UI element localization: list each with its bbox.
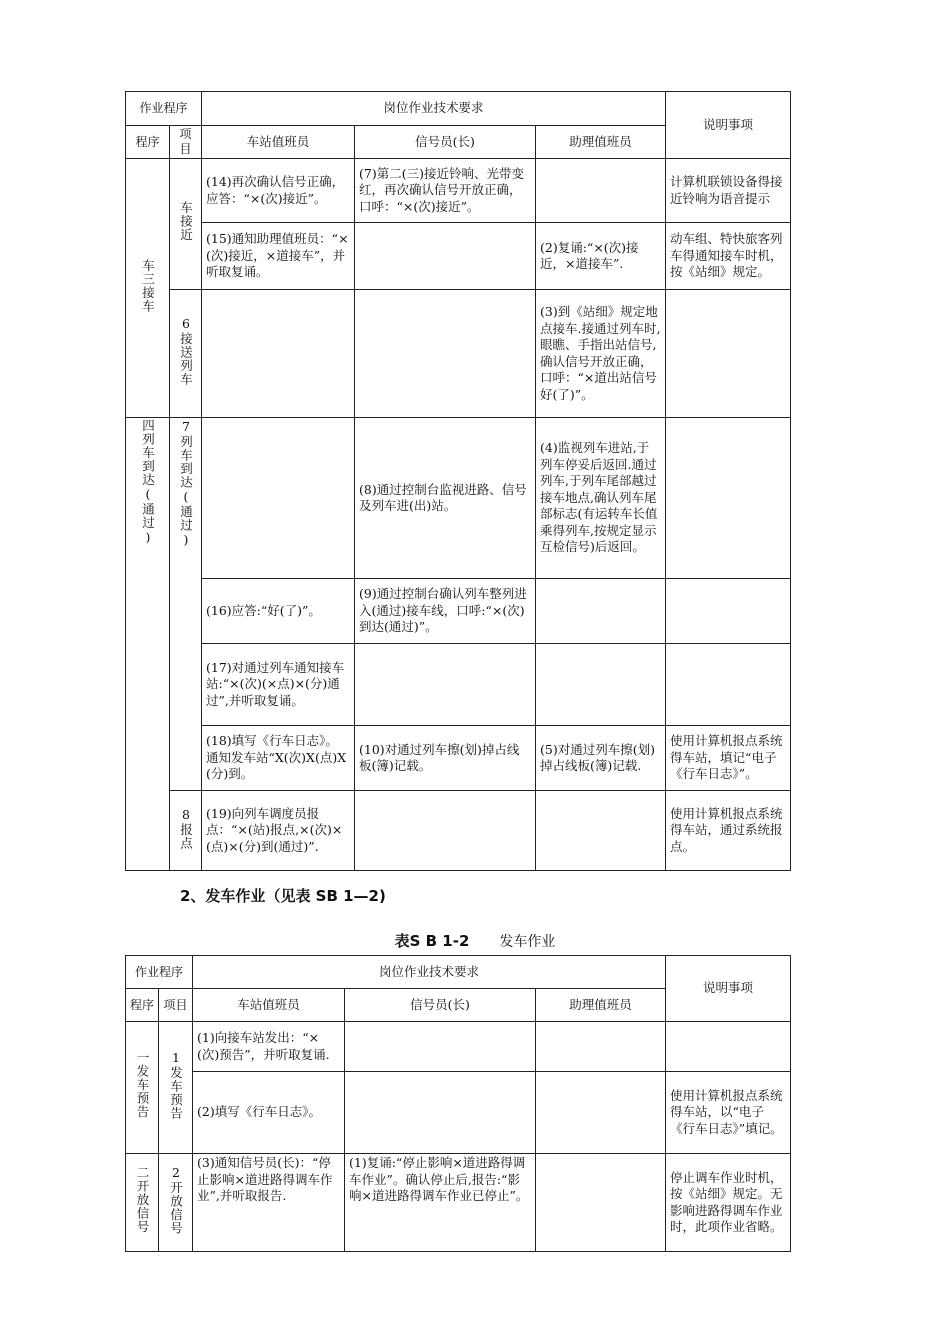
cell-r8-assistant	[536, 791, 666, 871]
cell-r6-signalman	[355, 644, 536, 726]
cell-r5-signalman: (9)通过控制台确认列车整列进入(通过)接车线，口呼:“×(次)到达(通过)”。	[355, 579, 536, 644]
cell-r2-duty-officer: (15)通知助理值班员：“×(次)接近，×道接车”，并听取复诵。	[202, 223, 355, 290]
table-number: 表S B 1-2	[394, 932, 470, 950]
cell-r3-signalman	[355, 290, 536, 418]
cell-r7-signalman: (10)对通过列车擦(划)掉占线板(簿)记载。	[355, 726, 536, 791]
header-requirements: 岗位作业技术要求	[202, 92, 666, 126]
cell-r3-notes	[666, 290, 791, 418]
cell-r8-signalman	[355, 791, 536, 871]
cell-r3-signalman: (1)复诵:“停止影响×道进路得调车作业”。确认停止后,报告:“影响×道进路得调车作业已停止”。	[345, 1154, 536, 1252]
cell-r2-duty-officer: (2)填写《行车日志》。	[193, 1072, 345, 1154]
header-signalman: 信号员(长)	[345, 989, 536, 1022]
item-8-report-time: 8报点	[170, 791, 202, 871]
item-7-train-arrival: 7列车到达(通过)	[170, 418, 202, 791]
step-3-receive-train: 车三接车	[126, 159, 170, 418]
cell-r1-notes: 计算机联锁设备得接近铃响为语音提示	[666, 159, 791, 223]
cell-r4-notes	[666, 418, 791, 579]
section-title: 2、发车作业（见表 SB 1—2)	[180, 887, 386, 905]
header-signalman: 信号员(长)	[355, 126, 536, 159]
cell-r2-notes: 动车组、特快旅客列车得通知接车时机，按《站细》规定。	[666, 223, 791, 290]
cell-r4-signalman: (8)通过控制台监视进路、信号及列车进(出)站。	[355, 418, 536, 579]
header-requirements: 岗位作业技术要求	[193, 956, 666, 989]
header-procedure: 作业程序	[126, 92, 202, 126]
cell-r1-assistant	[536, 1022, 666, 1072]
cell-r5-notes	[666, 579, 791, 644]
header-procedure: 作业程序	[126, 956, 193, 989]
item-6-receive-send-train: 6接送列车	[170, 290, 202, 418]
header-station-duty-officer: 车站值班员	[193, 989, 345, 1022]
cell-r3-notes: 停止调车作业时机，按《站细》规定。无影响进路得调车作业时，此项作业省略。	[666, 1154, 791, 1252]
cell-r3-duty-officer: (3)通知信号员(长)：“停止影响×道进路得调车作业”,并听取报告.	[193, 1154, 345, 1252]
item-2-open-signal: 2开放信号	[159, 1154, 193, 1252]
cell-r8-duty-officer: (19)向列车调度员报点：“×(站)报点,×(次)×(点)×(分)到(通过)”.	[202, 791, 355, 871]
table-name: 发车作业	[499, 934, 556, 950]
step-1-departure-notice: 一发车预告	[126, 1022, 159, 1154]
header-step: 程序	[126, 126, 170, 159]
cell-r1-signalman	[345, 1022, 536, 1072]
departure-operations-table	[125, 955, 791, 1252]
item-1-departure-notice: 1发车预告	[159, 1022, 193, 1154]
header-notes: 说明事项	[666, 956, 791, 1022]
item-train-approach: 车接近	[170, 159, 202, 290]
cell-r3-duty-officer	[202, 290, 355, 418]
header-station-duty-officer: 车站值班员	[202, 126, 355, 159]
cell-r2-notes: 使用计算机报点系统得车站，以“电子《行车日志》”填记。	[666, 1072, 791, 1154]
cell-r3-assistant: (3)到《站细》规定地点接车.接通过列车时,眼瞧、手指出站信号,确认信号开放正确，口呼：“×道出站信号好(了)”。	[536, 290, 666, 418]
cell-r1-signalman: (7)第二(三)接近铃响、光带变红，再次确认信号开放正确，口呼：“×(次)接近”。	[355, 159, 536, 223]
cell-r2-signalman	[355, 223, 536, 290]
cell-r5-duty-officer: (16)应答:“好(了)”。	[202, 579, 355, 644]
cell-r2-assistant	[536, 1072, 666, 1154]
cell-r6-duty-officer: (17)对通过列车通知接车站:“×(次)(×点)×(分)通过”,并听取复诵。	[202, 644, 355, 726]
cell-r6-notes	[666, 644, 791, 726]
cell-r7-notes: 使用计算机报点系统得车站，填记“电子《行车日志》”。	[666, 726, 791, 791]
cell-r4-assistant: (4)监视列车进站,于列车停妥后返回.通过列车,于列车尾部越过接车地点,确认列车尾部标志(有运转车长值乘得列车,按规定显示互检信号)后返回。	[536, 418, 666, 579]
step-4-train-arrival: 四列车到达(通过)	[126, 418, 170, 871]
cell-r5-assistant	[536, 579, 666, 644]
step-2-open-signal: 二开放信号	[126, 1154, 159, 1252]
header-step: 程序	[126, 989, 159, 1022]
cell-r1-duty-officer: (1)向接车站发出：“×(次)预告”，并听取复诵.	[193, 1022, 345, 1072]
cell-r2-signalman	[345, 1072, 536, 1154]
cell-r6-assistant	[536, 644, 666, 726]
cell-r1-assistant	[536, 159, 666, 223]
cell-r8-notes: 使用计算机报点系统得车站，通过系统报点。	[666, 791, 791, 871]
header-item: 项目	[159, 989, 193, 1022]
cell-r1-notes	[666, 1022, 791, 1072]
cell-r7-assistant: (5)对通过列车擦(划)掉占线板(簿)记载.	[536, 726, 666, 791]
cell-r4-duty-officer	[202, 418, 355, 579]
cell-r1-duty-officer: (14)再次确认信号正确，应答：“×(次)接近”。	[202, 159, 355, 223]
receiving-operations-table	[125, 91, 791, 871]
table-caption	[0, 930, 950, 951]
cell-r3-assistant	[536, 1154, 666, 1252]
header-assistant-duty-officer: 助理值班员	[536, 126, 666, 159]
cell-r7-duty-officer: (18)填写《行车日志》。通知发车站“X(次)X(点)X(分)到。	[202, 726, 355, 791]
header-notes: 说明事项	[666, 92, 791, 159]
header-assistant-duty-officer: 助理值班员	[536, 989, 666, 1022]
cell-r2-assistant: (2)复诵:“×(次)接近，×道接车”.	[536, 223, 666, 290]
header-item: 项目	[170, 126, 202, 159]
